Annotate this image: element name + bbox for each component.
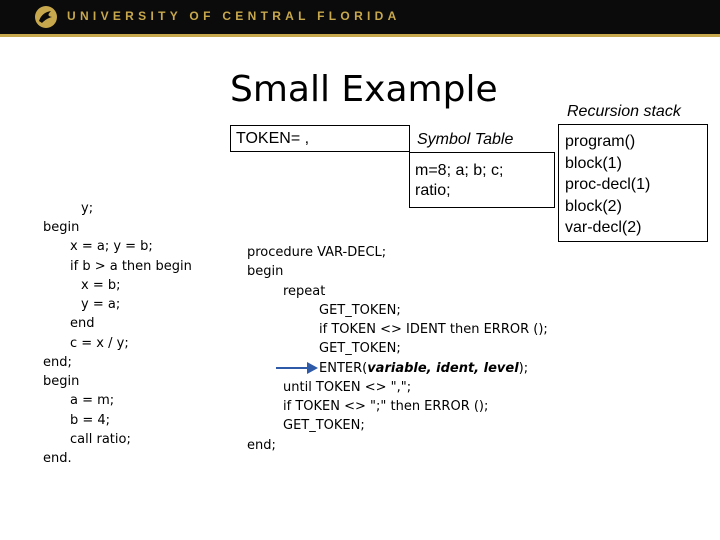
symbol-table-line-1: m=8; a; b; c; (415, 162, 504, 179)
code-line-current (319, 361, 528, 377)
recursion-stack-item: proc-decl(1) (565, 176, 651, 193)
slide-title: Small Example (230, 69, 498, 110)
code-line: c = x / y; (70, 336, 129, 351)
code-line: x = a; y = b; (70, 239, 153, 254)
code-line: repeat (283, 284, 326, 299)
code-line: begin (43, 220, 80, 235)
code-line: GET_TOKEN; (283, 418, 365, 433)
university-name: UNIVERSITY OF CENTRAL FLORIDA (67, 9, 401, 23)
code-line: until TOKEN <> ","; (283, 380, 412, 395)
code-line: end; (247, 438, 276, 453)
code-line: end. (43, 451, 72, 466)
code-line: if TOKEN <> ";" then ERROR (); (283, 399, 489, 414)
symbol-table-line-2: ratio; (415, 182, 451, 199)
code-line: end (70, 316, 95, 331)
code-line: procedure VAR-DECL; (247, 245, 387, 260)
code-line: end; (43, 355, 72, 370)
code-line: y = a; (81, 297, 121, 312)
code-line: a = m; (70, 393, 115, 408)
recursion-stack-list (565, 131, 650, 239)
header-gold-rule (0, 34, 720, 37)
recursion-stack-label: Recursion stack (567, 103, 681, 120)
code-line: call ratio; (70, 432, 131, 447)
code-line: GET_TOKEN; (319, 303, 401, 318)
code-line: y; (81, 201, 94, 216)
recursion-stack-item: block(1) (565, 154, 622, 172)
code-line: GET_TOKEN; (319, 341, 401, 356)
token-label: TOKEN= , (236, 130, 310, 147)
pegasus-logo-icon (34, 5, 58, 29)
code-line: begin (247, 264, 284, 279)
enter-call-args: variable, ident, level (367, 361, 519, 376)
recursion-stack-item: var-decl(2) (565, 219, 642, 236)
code-line: if TOKEN <> IDENT then ERROR (); (319, 322, 548, 337)
symbol-table-label: Symbol Table (417, 131, 514, 148)
enter-call-prefix: ENTER( (319, 361, 368, 376)
code-line: begin (43, 374, 80, 389)
enter-call-suffix: ); (518, 361, 529, 376)
current-line-arrow-icon (276, 361, 318, 375)
recursion-stack-item: program() (565, 133, 636, 150)
code-line: b = 4; (70, 413, 111, 428)
recursion-stack-item: block(2) (565, 197, 622, 215)
code-line: x = b; (81, 278, 121, 293)
code-line: if b > a then begin (70, 259, 192, 274)
